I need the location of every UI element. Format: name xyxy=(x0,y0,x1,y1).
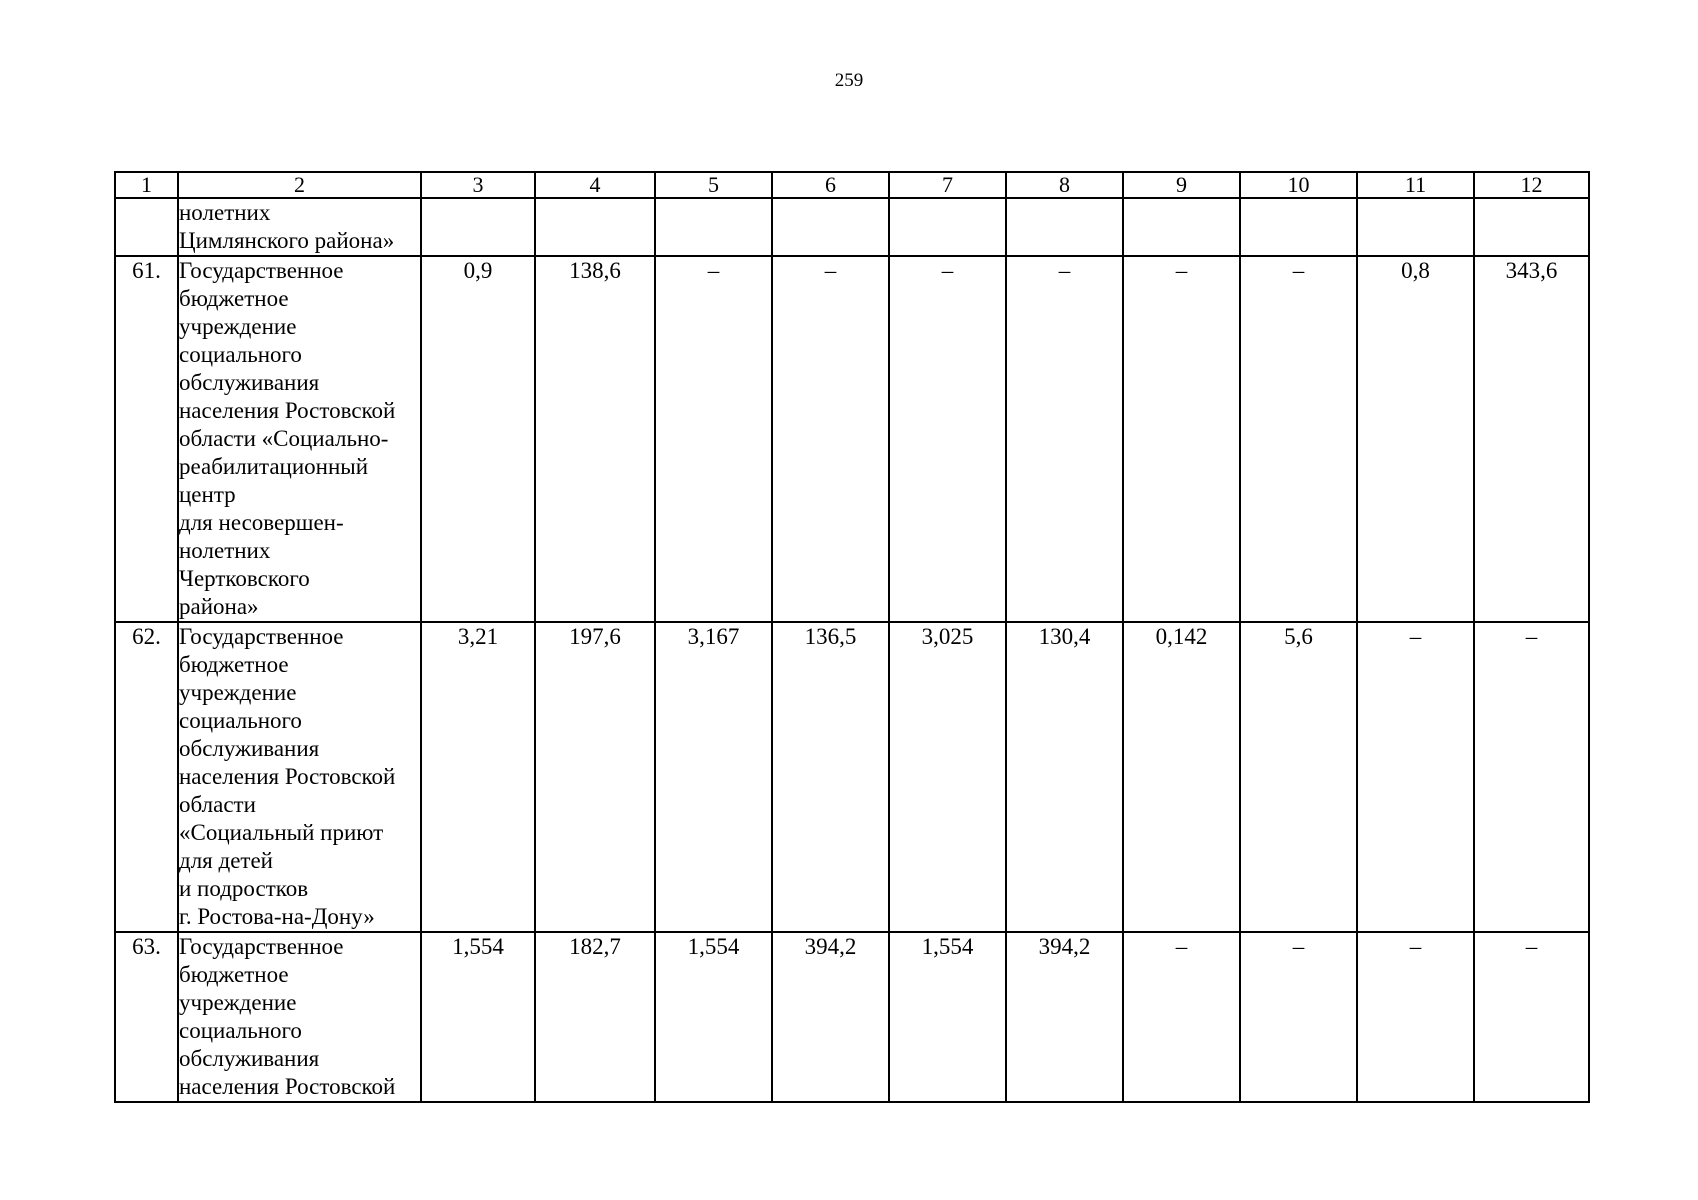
value-cell: 343,6 xyxy=(1474,256,1589,622)
value-cell: 0,9 xyxy=(421,256,535,622)
value-cell: 3,167 xyxy=(655,622,772,932)
table-row xyxy=(115,622,1589,932)
value-cell xyxy=(889,198,1006,256)
value-cell xyxy=(1006,198,1123,256)
institution-name: Государственное бюджетное учреждение социального обслуживания населения Ростовской xyxy=(178,932,421,1102)
value-cell: 3,21 xyxy=(421,622,535,932)
institution-name: нолетних Цимлянского района» xyxy=(178,198,421,256)
value-cell: 138,6 xyxy=(535,256,655,622)
value-cell: 1,554 xyxy=(421,932,535,1102)
value-cell: 1,554 xyxy=(889,932,1006,1102)
value-cell: 1,554 xyxy=(655,932,772,1102)
value-cell: – xyxy=(1240,256,1357,622)
value-cell: – xyxy=(1006,256,1123,622)
column-header: 5 xyxy=(655,172,772,198)
value-cell xyxy=(1357,198,1474,256)
column-header: 11 xyxy=(1357,172,1474,198)
row-number: 61. xyxy=(115,256,178,622)
institution-name: Государственное бюджетное учреждение социального обслуживания населения Ростовской области «Социально- реабилитационный центр для несовершен- нолетних Чертковского района» xyxy=(178,256,421,622)
column-header: 12 xyxy=(1474,172,1589,198)
value-cell xyxy=(655,198,772,256)
column-header: 10 xyxy=(1240,172,1357,198)
value-cell: – xyxy=(1357,932,1474,1102)
column-header: 9 xyxy=(1123,172,1240,198)
value-cell xyxy=(535,198,655,256)
column-number-row xyxy=(115,172,1589,198)
value-cell: 136,5 xyxy=(772,622,889,932)
column-header: 3 xyxy=(421,172,535,198)
column-header: 8 xyxy=(1006,172,1123,198)
value-cell: – xyxy=(1474,932,1589,1102)
value-cell: 394,2 xyxy=(772,932,889,1102)
value-cell: 0,142 xyxy=(1123,622,1240,932)
value-cell: – xyxy=(1123,932,1240,1102)
value-cell: 182,7 xyxy=(535,932,655,1102)
column-header: 4 xyxy=(535,172,655,198)
row-number: 62. xyxy=(115,622,178,932)
value-cell xyxy=(1474,198,1589,256)
table-row xyxy=(115,256,1589,622)
value-cell: 5,6 xyxy=(1240,622,1357,932)
value-cell: – xyxy=(655,256,772,622)
value-cell: 3,025 xyxy=(889,622,1006,932)
table-row xyxy=(115,198,1589,256)
value-cell xyxy=(772,198,889,256)
page-number: 259 xyxy=(834,70,864,91)
value-cell: – xyxy=(1357,622,1474,932)
value-cell: – xyxy=(1240,932,1357,1102)
value-cell: – xyxy=(889,256,1006,622)
column-header: 7 xyxy=(889,172,1006,198)
institution-name: Государственное бюджетное учреждение социального обслуживания населения Ростовской области «Социальный приют для детей и подростков г. Ростова-на-Дону» xyxy=(178,622,421,932)
value-cell: 197,6 xyxy=(535,622,655,932)
data-table xyxy=(114,171,1590,1103)
value-cell xyxy=(1240,198,1357,256)
value-cell xyxy=(1123,198,1240,256)
value-cell xyxy=(421,198,535,256)
row-number xyxy=(115,198,178,256)
column-header: 2 xyxy=(178,172,421,198)
value-cell: 0,8 xyxy=(1357,256,1474,622)
value-cell: – xyxy=(1123,256,1240,622)
value-cell: 130,4 xyxy=(1006,622,1123,932)
value-cell: 394,2 xyxy=(1006,932,1123,1102)
row-number: 63. xyxy=(115,932,178,1102)
column-header: 6 xyxy=(772,172,889,198)
table-row xyxy=(115,932,1589,1102)
column-header: 1 xyxy=(115,172,178,198)
value-cell: – xyxy=(772,256,889,622)
value-cell: – xyxy=(1474,622,1589,932)
